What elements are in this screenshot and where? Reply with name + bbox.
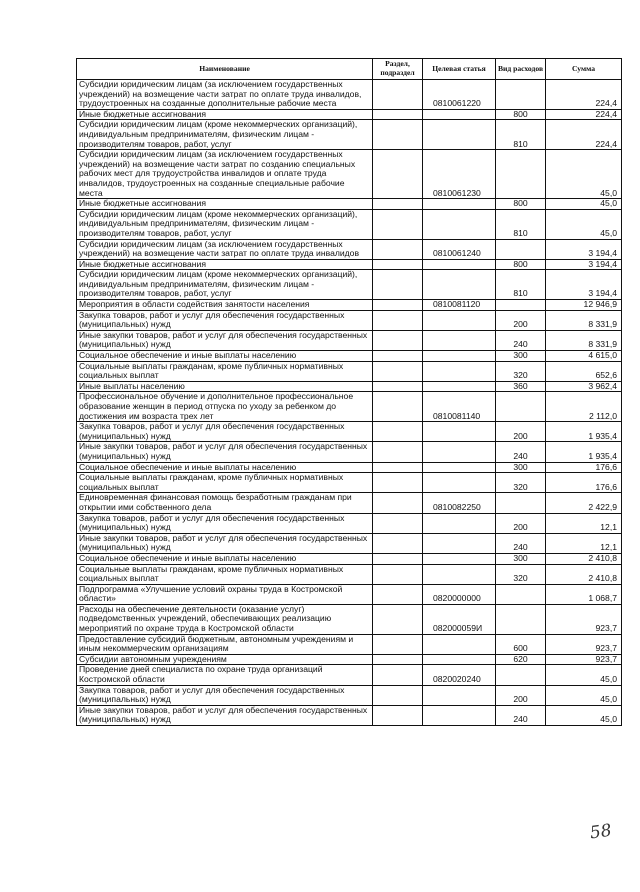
cell-expense-type: [496, 392, 546, 422]
table-row: [77, 513, 622, 533]
cell-section: [373, 513, 423, 533]
table-row: [77, 270, 622, 300]
cell-section: [373, 351, 423, 362]
cell-name: Проведение дней специалиста по охране труда организаций Костромской области: [77, 665, 373, 685]
cell-article: [423, 199, 496, 210]
cell-article: [423, 473, 496, 493]
cell-article: [423, 330, 496, 350]
cell-sum: 45,0: [546, 150, 622, 199]
table-body: [77, 80, 622, 726]
cell-sum: 8 331,9: [546, 310, 622, 330]
cell-name: Мероприятия в области содействия занятости населения: [77, 300, 373, 311]
cell-article: [423, 553, 496, 564]
cell-name: Закупка товаров, работ и услуг для обеспечения государственных (муниципальных) нужд: [77, 685, 373, 705]
cell-name: Субсидии автономным учреждениям: [77, 654, 373, 665]
cell-article: [423, 533, 496, 553]
cell-section: [373, 553, 423, 564]
table-row: [77, 422, 622, 442]
cell-expense-type: 800: [496, 199, 546, 210]
cell-name: Социальные выплаты гражданам, кроме публичных нормативных социальных выплат: [77, 361, 373, 381]
cell-name: Предоставление субсидий бюджетным, автономным учреждениям и иным некоммерческим организациям: [77, 634, 373, 654]
cell-expense-type: 300: [496, 553, 546, 564]
cell-article: [423, 513, 496, 533]
table-row: [77, 80, 622, 110]
cell-expense-type: 200: [496, 422, 546, 442]
table-row: [77, 392, 622, 422]
cell-name: Субсидии юридическим лицам (за исключением государственных учреждений) на возмещение части затрат по оплате труда инвалидов: [77, 239, 373, 259]
cell-name: Социальное обеспечение и иные выплаты населению: [77, 553, 373, 564]
table-row: [77, 654, 622, 665]
cell-name: Расходы на обеспечение деятельности (оказание услуг) подведомственных учреждений, обеспечивающих реализацию мероприятий по охране труда в Костромской области: [77, 604, 373, 634]
cell-expense-type: [496, 239, 546, 259]
cell-section: [373, 685, 423, 705]
cell-expense-type: 200: [496, 513, 546, 533]
cell-article: 0810081140: [423, 392, 496, 422]
table-row: [77, 199, 622, 210]
cell-section: [373, 259, 423, 270]
cell-article: [423, 634, 496, 654]
table-row: [77, 442, 622, 462]
cell-name: Иные выплаты населению: [77, 381, 373, 392]
cell-section: [373, 604, 423, 634]
cell-sum: 224,4: [546, 120, 622, 150]
cell-sum: 3 194,4: [546, 239, 622, 259]
cell-name: Иные закупки товаров, работ и услуг для обеспечения государственных (муниципальных) нужд: [77, 442, 373, 462]
table-row: [77, 310, 622, 330]
cell-article: 0820020240: [423, 665, 496, 685]
cell-article: [423, 654, 496, 665]
cell-section: [373, 634, 423, 654]
table-row: [77, 209, 622, 239]
cell-sum: 45,0: [546, 705, 622, 725]
header-sum: Сумма: [546, 59, 622, 80]
cell-expense-type: 320: [496, 564, 546, 584]
cell-article: [423, 310, 496, 330]
table-row: [77, 150, 622, 199]
cell-section: [373, 310, 423, 330]
cell-name: Иные закупки товаров, работ и услуг для обеспечения государственных (муниципальных) нужд: [77, 533, 373, 553]
cell-name: Иные бюджетные ассигнования: [77, 199, 373, 210]
table-row: [77, 330, 622, 350]
cell-section: [373, 361, 423, 381]
cell-sum: 923,7: [546, 604, 622, 634]
cell-name: Субсидии юридическим лицам (за исключением государственных учреждений) на возмещение части затрат по оплате труда инвалидов, трудоустроенных на созданные дополнительные рабочие места: [77, 80, 373, 110]
cell-expense-type: [496, 604, 546, 634]
cell-section: [373, 381, 423, 392]
cell-name: Субсидии юридическим лицам (кроме некоммерческих организаций), индивидуальным предпринимателям, физическим лицам - производителям товаров, работ, услуг: [77, 120, 373, 150]
table-row: [77, 109, 622, 120]
cell-expense-type: 620: [496, 654, 546, 665]
cell-sum: 45,0: [546, 665, 622, 685]
cell-section: [373, 442, 423, 462]
cell-name: Закупка товаров, работ и услуг для обеспечения государственных (муниципальных) нужд: [77, 422, 373, 442]
cell-article: [423, 120, 496, 150]
cell-section: [373, 109, 423, 120]
cell-expense-type: 300: [496, 351, 546, 362]
cell-sum: 176,6: [546, 462, 622, 473]
cell-section: [373, 533, 423, 553]
cell-sum: 3 962,4: [546, 381, 622, 392]
cell-expense-type: 200: [496, 685, 546, 705]
cell-section: [373, 654, 423, 665]
cell-section: [373, 239, 423, 259]
header-expense-type: Вид расходов: [496, 59, 546, 80]
cell-article: [423, 462, 496, 473]
cell-section: [373, 422, 423, 442]
cell-sum: 12,1: [546, 513, 622, 533]
cell-sum: 1 068,7: [546, 584, 622, 604]
cell-expense-type: 320: [496, 473, 546, 493]
cell-name: Субсидии юридическим лицам (кроме некоммерческих организаций), индивидуальным предпринимателям, физическим лицам - производителям товаров, работ, услуг: [77, 270, 373, 300]
page-number: 58: [588, 820, 613, 844]
table-row: [77, 239, 622, 259]
cell-name: Закупка товаров, работ и услуг для обеспечения государственных (муниципальных) нужд: [77, 310, 373, 330]
cell-sum: 2 410,8: [546, 564, 622, 584]
cell-expense-type: 240: [496, 442, 546, 462]
cell-expense-type: 360: [496, 381, 546, 392]
cell-sum: 3 194,4: [546, 259, 622, 270]
table-row: [77, 473, 622, 493]
cell-article: [423, 270, 496, 300]
cell-article: [423, 705, 496, 725]
table-row: [77, 361, 622, 381]
cell-expense-type: 810: [496, 270, 546, 300]
cell-article: 0810061230: [423, 150, 496, 199]
header-row: [77, 59, 622, 80]
cell-article: 0810061240: [423, 239, 496, 259]
cell-name: Иные бюджетные ассигнования: [77, 259, 373, 270]
cell-sum: 45,0: [546, 199, 622, 210]
cell-name: Подпрограмма «Улучшение условий охраны труда в Костромской области»: [77, 584, 373, 604]
cell-expense-type: 810: [496, 209, 546, 239]
table-row: [77, 604, 622, 634]
cell-name: Иные закупки товаров, работ и услуг для обеспечения государственных (муниципальных) нужд: [77, 705, 373, 725]
cell-sum: 45,0: [546, 685, 622, 705]
cell-expense-type: [496, 584, 546, 604]
cell-section: [373, 80, 423, 110]
cell-name: Профессиональное обучение и дополнительное профессиональное образование женщин в период отпуска по уходу за ребенком до достижения им возраста трех лет: [77, 392, 373, 422]
cell-sum: 224,4: [546, 109, 622, 120]
cell-sum: 12,1: [546, 533, 622, 553]
cell-sum: 2 112,0: [546, 392, 622, 422]
cell-name: Социальное обеспечение и иные выплаты населению: [77, 462, 373, 473]
cell-article: 082000059И: [423, 604, 496, 634]
cell-name: Единовременная финансовая помощь безработным гражданам при открытии ими собственного дела: [77, 493, 373, 513]
cell-expense-type: [496, 665, 546, 685]
cell-section: [373, 493, 423, 513]
cell-article: [423, 564, 496, 584]
cell-expense-type: [496, 493, 546, 513]
cell-sum: 12 946,9: [546, 300, 622, 311]
table-row: [77, 584, 622, 604]
cell-section: [373, 584, 423, 604]
cell-expense-type: [496, 300, 546, 311]
cell-sum: 2 410,8: [546, 553, 622, 564]
cell-article: [423, 351, 496, 362]
cell-sum: 923,7: [546, 634, 622, 654]
cell-section: [373, 330, 423, 350]
header-section: Раздел, подраздел: [373, 59, 423, 80]
cell-expense-type: 600: [496, 634, 546, 654]
cell-sum: 1 935,4: [546, 422, 622, 442]
cell-expense-type: [496, 80, 546, 110]
cell-article: 0810061220: [423, 80, 496, 110]
cell-sum: 2 422,9: [546, 493, 622, 513]
cell-name: Иные бюджетные ассигнования: [77, 109, 373, 120]
table-row: [77, 259, 622, 270]
table-row: [77, 381, 622, 392]
cell-sum: 652,6: [546, 361, 622, 381]
cell-article: 0820000000: [423, 584, 496, 604]
cell-name: Социальные выплаты гражданам, кроме публичных нормативных социальных выплат: [77, 564, 373, 584]
cell-section: [373, 705, 423, 725]
cell-section: [373, 564, 423, 584]
header-article: Целевая статья: [423, 59, 496, 80]
cell-section: [373, 473, 423, 493]
table-row: [77, 665, 622, 685]
budget-table: [76, 58, 622, 726]
table-row: [77, 533, 622, 553]
cell-section: [373, 665, 423, 685]
cell-article: 0810081120: [423, 300, 496, 311]
cell-section: [373, 209, 423, 239]
cell-name: Иные закупки товаров, работ и услуг для обеспечения государственных (муниципальных) нужд: [77, 330, 373, 350]
cell-section: [373, 120, 423, 150]
cell-article: [423, 381, 496, 392]
cell-section: [373, 150, 423, 199]
cell-article: [423, 442, 496, 462]
table-header: [77, 59, 622, 80]
table-row: [77, 553, 622, 564]
table-row: [77, 564, 622, 584]
cell-expense-type: 800: [496, 109, 546, 120]
cell-name: Социальные выплаты гражданам, кроме публичных нормативных социальных выплат: [77, 473, 373, 493]
header-name: Наименование: [77, 59, 373, 80]
cell-sum: 1 935,4: [546, 442, 622, 462]
table-row: [77, 705, 622, 725]
cell-sum: 224,4: [546, 80, 622, 110]
cell-section: [373, 270, 423, 300]
cell-article: [423, 209, 496, 239]
cell-expense-type: 300: [496, 462, 546, 473]
cell-name: Субсидии юридическим лицам (кроме некоммерческих организаций), индивидуальным предпринимателям, физическим лицам - производителям товаров, работ, услуг: [77, 209, 373, 239]
cell-name: Социальное обеспечение и иные выплаты населению: [77, 351, 373, 362]
cell-article: [423, 259, 496, 270]
cell-name: Субсидии юридическим лицам (за исключением государственных учреждений) на возмещение части затрат по созданию специальных рабочих мест для трудоустройства инвалидов и оплате труда инвалидов, трудоустроенных на созданные специальные рабочие места: [77, 150, 373, 199]
cell-article: [423, 685, 496, 705]
cell-sum: 176,6: [546, 473, 622, 493]
table-row: [77, 634, 622, 654]
cell-sum: 3 194,4: [546, 270, 622, 300]
cell-expense-type: 810: [496, 120, 546, 150]
cell-expense-type: [496, 150, 546, 199]
cell-name: Закупка товаров, работ и услуг для обеспечения государственных (муниципальных) нужд: [77, 513, 373, 533]
cell-article: [423, 109, 496, 120]
cell-expense-type: 200: [496, 310, 546, 330]
cell-sum: 8 331,9: [546, 330, 622, 350]
cell-sum: 4 615,0: [546, 351, 622, 362]
cell-article: 0810082250: [423, 493, 496, 513]
cell-section: [373, 300, 423, 311]
cell-section: [373, 199, 423, 210]
cell-article: [423, 361, 496, 381]
table-row: [77, 351, 622, 362]
cell-expense-type: 240: [496, 705, 546, 725]
cell-article: [423, 422, 496, 442]
cell-expense-type: 240: [496, 533, 546, 553]
cell-expense-type: 320: [496, 361, 546, 381]
cell-sum: 923,7: [546, 654, 622, 665]
cell-expense-type: 240: [496, 330, 546, 350]
table-row: [77, 300, 622, 311]
table-row: [77, 120, 622, 150]
table-row: [77, 493, 622, 513]
cell-section: [373, 392, 423, 422]
table-row: [77, 685, 622, 705]
table-row: [77, 462, 622, 473]
cell-sum: 45,0: [546, 209, 622, 239]
cell-section: [373, 462, 423, 473]
cell-expense-type: 800: [496, 259, 546, 270]
